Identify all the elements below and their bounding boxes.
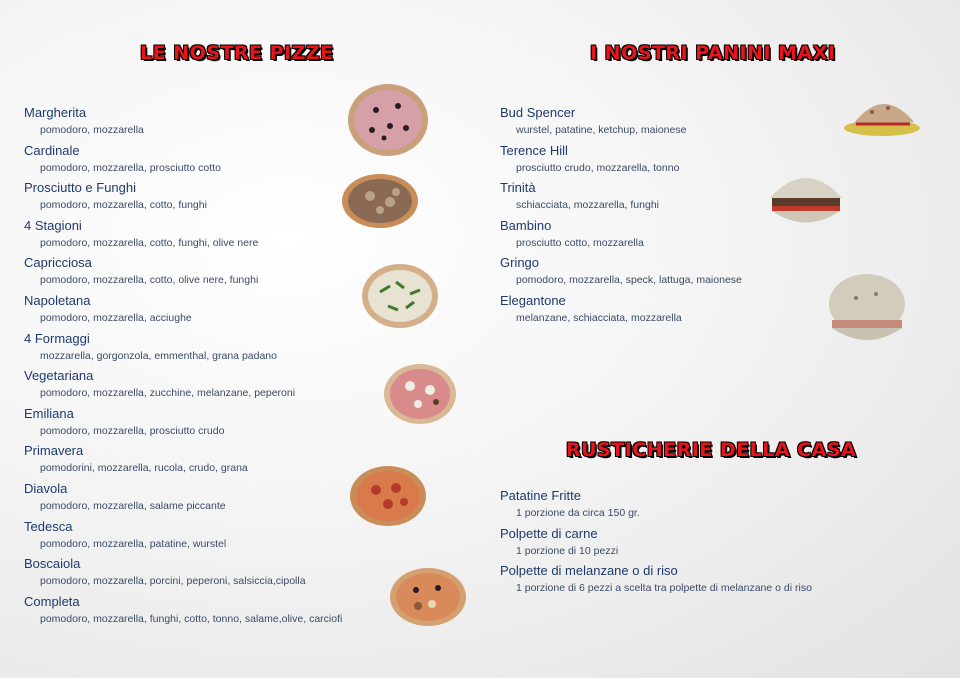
panino-item (500, 105, 742, 143)
pizza-photo (388, 566, 468, 628)
pizza-item (24, 481, 342, 519)
pizza-photo (346, 82, 430, 158)
rusticheria-item (500, 526, 812, 564)
pizza-name: 4 Stagioni (24, 217, 82, 233)
pizza-name: Completa (24, 593, 80, 609)
panino-ingredients: wurstel, patatine, ketchup, maionese (516, 124, 687, 136)
panino-name: Terence Hill (500, 142, 568, 158)
pizza-item (24, 368, 342, 406)
pizze-heading: LE NOSTRE PIZZE (140, 42, 334, 64)
pizza-name: Cardinale (24, 142, 80, 158)
pizza-name: Prosciutto e Funghi (24, 180, 137, 196)
pizza-ingredients: pomodoro, mozzarella, prosciutto cotto (40, 161, 221, 174)
panino-ingredients: schiacciata, mozzarella, funghi (516, 199, 659, 212)
pizza-ingredients: pomodoro, mozzarella, porcini, peperoni, salsiccia,cipolla (40, 575, 306, 588)
panino-name: Bambino (500, 217, 552, 233)
pizza-photo (360, 262, 440, 330)
rusticheria-item (500, 488, 812, 526)
rusticherie-menu-list (500, 488, 812, 601)
rusticherie-heading: RUSTICHERIE DELLA CASA (566, 439, 857, 461)
pizza-name: Boscaiola (24, 556, 81, 572)
pizza-item (24, 443, 342, 481)
pizza-photo (348, 464, 428, 528)
pizza-ingredients: pomodoro, mozzarella (40, 124, 144, 136)
pizze-menu-list (24, 105, 342, 631)
panino-photo (842, 92, 922, 138)
panino-item (500, 255, 742, 293)
panini-menu-list (500, 105, 742, 331)
pizza-ingredients: pomodoro, mozzarella, patatine, wurstel (40, 537, 227, 550)
pizza-item (24, 293, 342, 331)
pizza-name: Margherita (24, 105, 87, 120)
pizza-name: Tedesca (24, 518, 73, 534)
pizza-item (24, 406, 342, 444)
pizza-name: Napoletana (24, 292, 91, 308)
pizza-ingredients: pomodoro, mozzarella, prosciutto crudo (40, 424, 225, 437)
pizza-ingredients: pomodoro, mozzarella, acciughe (40, 311, 192, 324)
pizza-item (24, 519, 342, 557)
pizza-item (24, 143, 342, 181)
rusticheria-name: Patatine Fritte (500, 488, 581, 503)
pizza-item (24, 218, 342, 256)
pizza-name: Vegetariana (24, 368, 94, 384)
pizza-item (24, 105, 342, 143)
rusticheria-details: 1 porzione di 6 pezzi a scelta tra polpette di melanzane o di riso (516, 582, 812, 595)
pizza-ingredients: pomodoro, mozzarella, salame piccante (40, 499, 226, 512)
rusticheria-details: 1 porzione di 10 pezzi (516, 544, 619, 557)
rusticheria-details: 1 porzione da circa 150 gr. (516, 507, 640, 519)
panino-item (500, 293, 742, 331)
rusticheria-name: Polpette di carne (500, 525, 598, 541)
panino-photo (826, 270, 908, 350)
pizza-ingredients: pomodorini, mozzarella, rucola, crudo, grana (40, 462, 248, 475)
panino-name: Gringo (500, 255, 540, 271)
pizza-name: Diavola (24, 480, 68, 496)
pizza-photo (382, 362, 458, 426)
panino-name: Bud Spencer (500, 105, 576, 120)
panino-name: Elegantone (500, 292, 566, 308)
pizza-item (24, 180, 342, 218)
panino-ingredients: prosciutto crudo, mozzarella, tonno (516, 161, 680, 174)
pizza-item (24, 556, 342, 594)
pizza-item (24, 331, 342, 369)
rusticheria-name: Polpette di melanzane o di riso (500, 563, 678, 579)
pizza-ingredients: pomodoro, mozzarella, funghi, cotto, tonno, salame,olive, carciofi (40, 612, 343, 625)
pizza-ingredients: pomodoro, mozzarella, cotto, funghi, olive nere (40, 236, 259, 249)
rusticheria-item (500, 563, 812, 601)
pizza-name: 4 Formaggi (24, 330, 90, 346)
panino-ingredients: melanzane, schiacciata, mozzarella (516, 311, 682, 324)
panino-item (500, 143, 742, 181)
pizza-ingredients: pomodoro, mozzarella, cotto, funghi (40, 199, 207, 212)
panino-name: Trinità (500, 180, 536, 196)
pizza-ingredients: mozzarella, gorgonzola, emmenthal, grana padano (40, 349, 277, 362)
panino-ingredients: prosciutto cotto, mozzarella (516, 236, 644, 249)
pizza-item (24, 594, 342, 632)
panino-item (500, 218, 742, 256)
pizza-ingredients: pomodoro, mozzarella, zucchine, melanzane, peperoni (40, 387, 296, 400)
pizza-name: Capricciosa (24, 255, 92, 271)
pizza-name: Emiliana (24, 405, 74, 421)
pizza-name: Primavera (24, 443, 84, 459)
panini-heading: I NOSTRI PANINI MAXI (590, 42, 836, 64)
pizza-photo (340, 172, 420, 230)
pizza-ingredients: pomodoro, mozzarella, cotto, olive nere, funghi (40, 274, 259, 287)
pizza-item (24, 255, 342, 293)
panino-item (500, 180, 742, 218)
panino-ingredients: pomodoro, mozzarella, speck, lattuga, maionese (516, 274, 742, 287)
panino-photo (766, 164, 846, 232)
